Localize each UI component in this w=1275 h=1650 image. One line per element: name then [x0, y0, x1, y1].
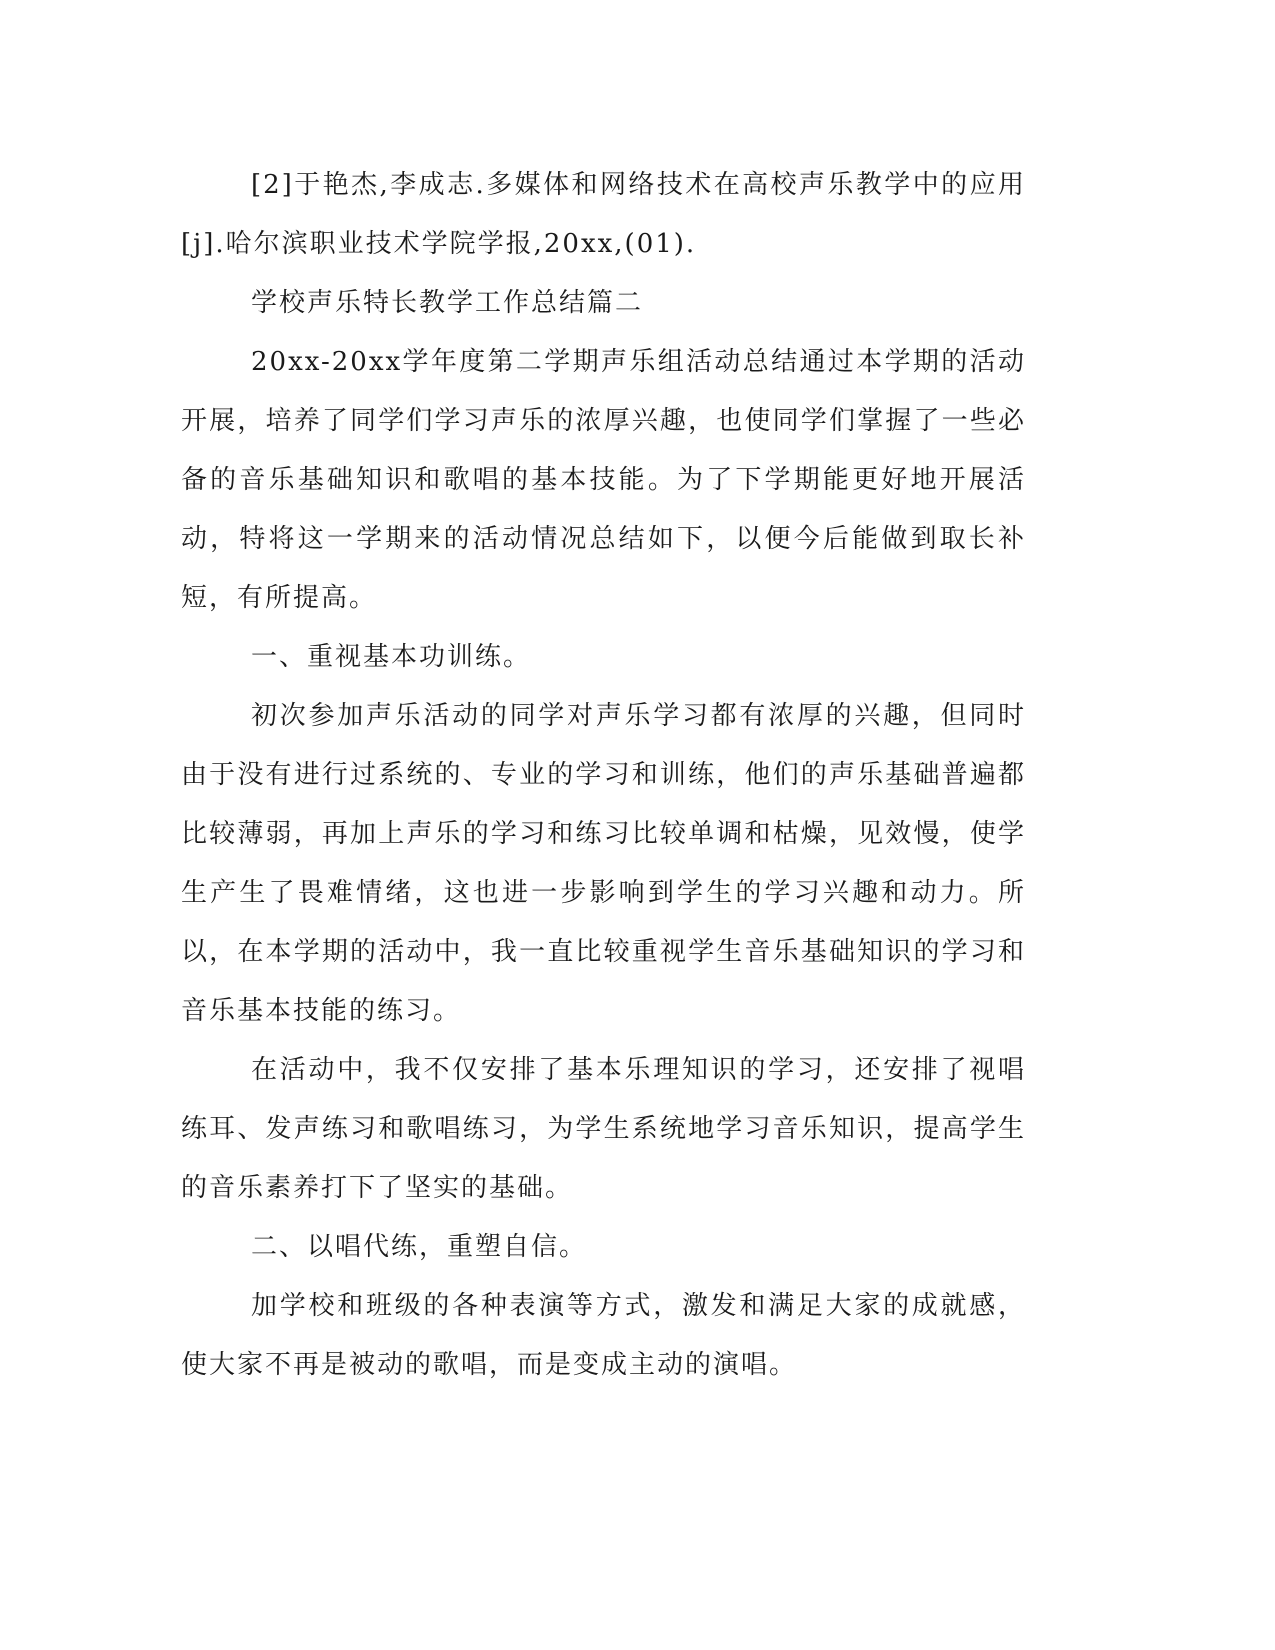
body-paragraph: 20xx-20xx学年度第二学期声乐组活动总结通过本学期的活动开展，培养了同学们学习声乐的浓厚兴趣，也使同学们掌握了一些必备的音乐基础知识和歌唱的基本技能。为了下学期能更好地开展活动，特将这一学期来的活动情况总结如下，以便今后能做到取长补短，有所提高。	[181, 347, 1026, 613]
reference-entry: [2]于艳杰,李成志.多媒体和网络技术在高校声乐教学中的应用[j].哈尔滨职业技术学院学报,20xx,(01).	[181, 170, 1026, 259]
section-heading-1: 一、重视基本功训练。	[251, 642, 532, 672]
body-paragraph: 初次参加声乐活动的同学对声乐学习都有浓厚的兴趣，但同时由于没有进行过系统的、专业的学习和训练，他们的声乐基础普遍都比较薄弱，再加上声乐的学习和练习比较单调和枯燥，见效慢，使学生产生了畏难情绪，这也进一步影响到学生的学习兴趣和动力。所以，在本学期的活动中，我一直比较重视学生音乐基础知识的学习和音乐基本技能的练习。	[181, 701, 1026, 1026]
body-paragraph: 加学校和班级的各种表演等方式，激发和满足大家的成就感，使大家不再是被动的歌唱，而是变成主动的演唱。	[181, 1291, 1026, 1380]
body-paragraph: 在活动中，我不仅安排了基本乐理知识的学习，还安排了视唱练耳、发声练习和歌唱练习，为学生系统地学习音乐知识，提高学生的音乐素养打下了坚实的基础。	[181, 1055, 1026, 1203]
document-body	[181, 156, 1026, 1395]
section-title: 学校声乐特长教学工作总结篇二	[251, 288, 644, 318]
section-heading-2: 二、以唱代练，重塑自信。	[251, 1232, 588, 1262]
